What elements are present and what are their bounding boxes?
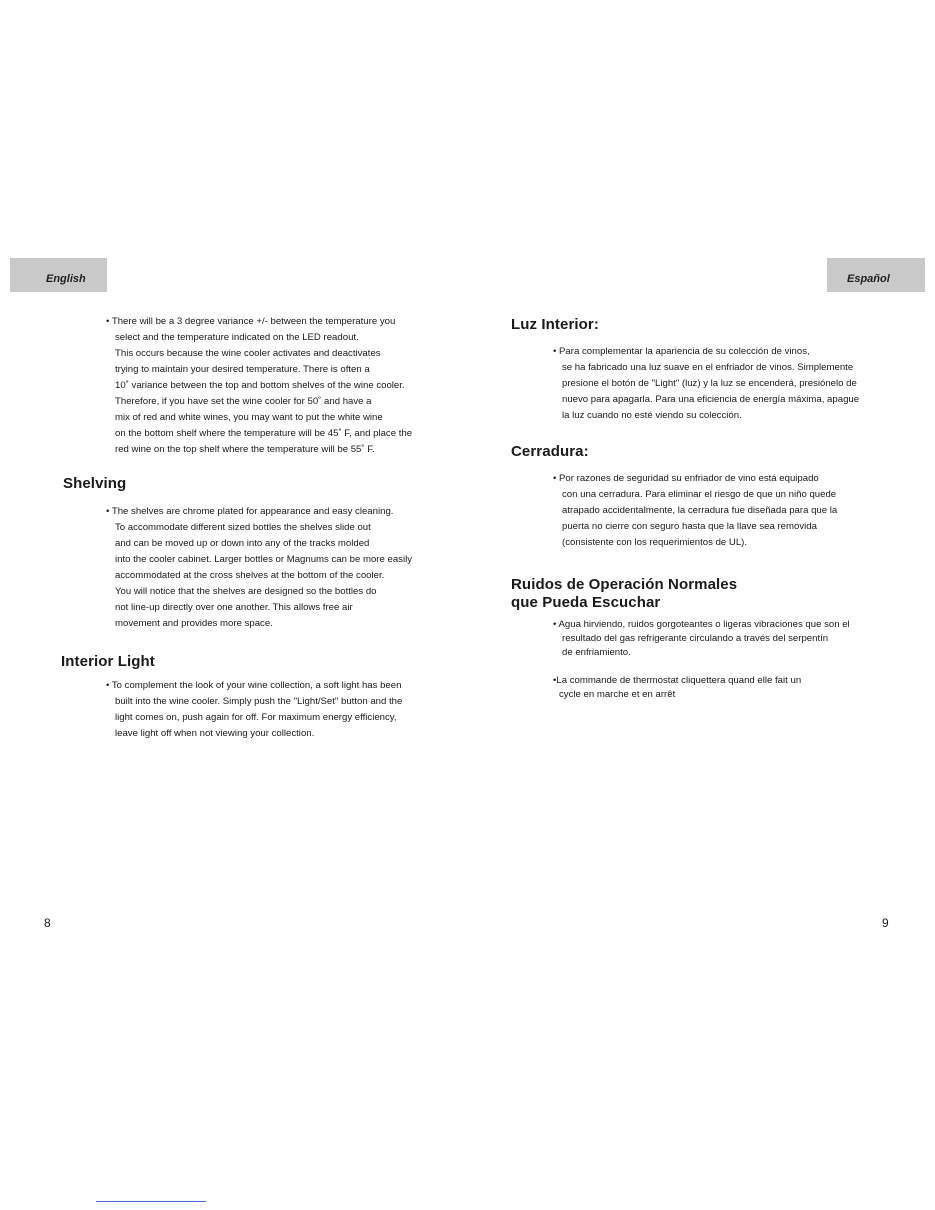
- page-number-right: 9: [882, 916, 889, 930]
- text-line: de enfriamiento.: [562, 647, 631, 658]
- cerradura-paragraph: [553, 471, 837, 551]
- text-line: puerta no cierre con seguro hasta que la llave sea removida: [562, 521, 817, 532]
- text-line: • To complement the look of your wine collection, a soft light has been: [106, 680, 402, 691]
- espanol-tab: [827, 258, 925, 292]
- ruidos-bullet-2: [553, 674, 801, 702]
- page-number-left: 8: [44, 916, 51, 930]
- english-tab: [10, 258, 107, 292]
- text-line: la luz cuando no esté viendo su colección.: [562, 410, 742, 421]
- ruidos-heading: [511, 576, 737, 612]
- luz-interior-paragraph: [553, 344, 859, 424]
- text-line: on the bottom shelf where the temperature will be 45˚ F, and place the: [115, 428, 413, 439]
- text-line: • There will be a 3 degree variance +/- between the temperature you: [106, 316, 396, 327]
- text-line: con una cerradura. Para eliminar el riesgo de que un niño quede: [562, 489, 837, 500]
- text-line: red wine on the top shelf where the temperature will be 55˚ F.: [115, 444, 375, 455]
- shelving-paragraph: [106, 504, 412, 632]
- shelving-heading: Shelving: [63, 475, 127, 492]
- temperature-variance-paragraph: [106, 314, 412, 458]
- text-line: trying to maintain your desired temperature. There is often a: [115, 364, 370, 375]
- text-line: You will notice that the shelves are designed so the bottles do: [115, 586, 377, 597]
- text-line: se ha fabricado una luz suave en el enfriador de vinos. Simplemente: [562, 362, 854, 373]
- text-line: This occurs because the wine cooler activates and deactivates: [115, 348, 381, 359]
- cerradura-heading: Cerradura:: [511, 443, 589, 460]
- text-line: into the cooler cabinet. Larger bottles or Magnums can be more easily: [115, 554, 413, 565]
- text-line: leave light off when not viewing your collection.: [115, 728, 315, 739]
- text-line: (consistente con los requerimientos de UL).: [562, 537, 748, 548]
- text-line: • Para complementar la apariencia de su colección de vinos,: [553, 346, 810, 357]
- text-line: and can be moved up or down into any of the tracks molded: [115, 538, 370, 549]
- text-line: resultado del gas refrigerante circulando a través del serpentín: [562, 633, 829, 644]
- text-line: •La commande de thermostat cliquettera quand elle fait un: [553, 675, 802, 686]
- text-line: 10˚ variance between the top and bottom shelves of the wine cooler.: [115, 380, 405, 391]
- interior-light-paragraph: [106, 678, 402, 742]
- footer-rule: [96, 1201, 206, 1202]
- text-line: accommodated at the cross shelves at the bottom of the cooler.: [115, 570, 385, 581]
- text-line: not line-up directly over one another. This allows free air: [115, 602, 353, 613]
- ruidos-heading-line: que Pueda Escuchar: [511, 594, 661, 611]
- text-line: • Agua hirviendo, ruidos gorgoteantes o ligeras vibraciones que son el: [553, 619, 850, 630]
- ruidos-heading-line: Ruidos de Operación Normales: [511, 576, 738, 593]
- text-line: Therefore, if you have set the wine cooler for 50˚ and have a: [115, 396, 372, 407]
- text-line: cycle en marche et en arrêt: [559, 689, 676, 700]
- text-line: built into the wine cooler. Simply push the "Light/Set" button and the: [115, 696, 403, 707]
- text-line: nuevo para apagarla. Para una eficiencia de energía máxima, apague: [562, 394, 860, 405]
- ruidos-bullet-1: [553, 618, 850, 660]
- english-tab-label: English: [46, 273, 86, 285]
- text-line: mix of red and white wines, you may want to put the white wine: [115, 412, 383, 423]
- text-line: • Por razones de seguridad su enfriador de vino está equipado: [553, 473, 819, 484]
- espanol-tab-label: Español: [847, 273, 890, 285]
- text-line: atrapado accidentalmente, la cerradura fue diseñada para que la: [562, 505, 838, 516]
- text-line: light comes on, push again for off. For maximum energy efficiency,: [115, 712, 397, 723]
- text-line: • The shelves are chrome plated for appearance and easy cleaning.: [106, 506, 394, 517]
- text-line: To accommodate different sized bottles the shelves slide out: [115, 522, 371, 533]
- text-line: movement and provides more space.: [115, 618, 273, 629]
- text-line: presione el botón de "Light" (luz) y la luz se encenderá, presiónelo de: [562, 378, 857, 389]
- text-line: select and the temperature indicated on the LED readout.: [115, 332, 359, 343]
- interior-light-heading: Interior Light: [61, 653, 155, 670]
- luz-interior-heading: Luz Interior:: [511, 316, 599, 333]
